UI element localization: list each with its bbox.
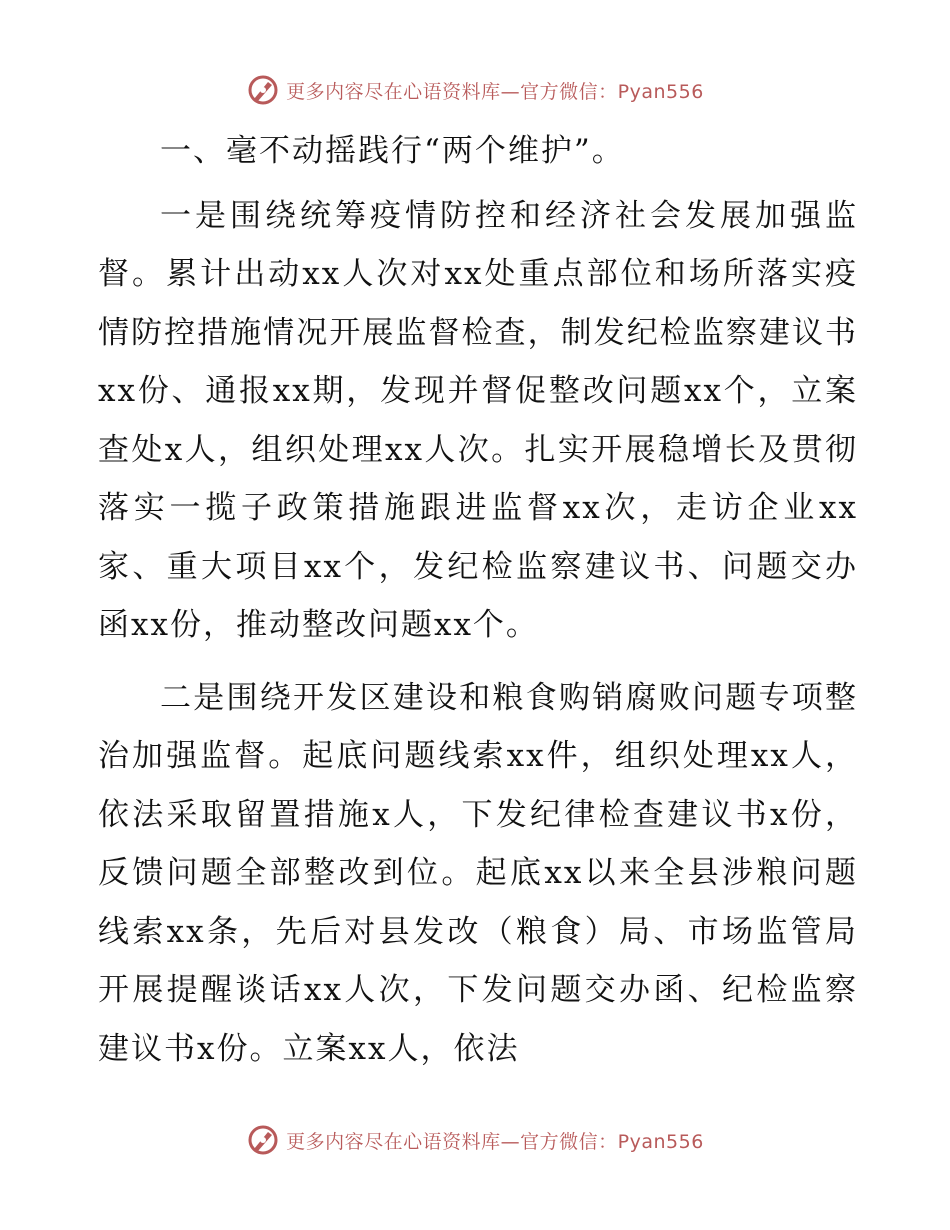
watermark-header — [0, 70, 950, 110]
document-body — [98, 122, 858, 1078]
section-heading: 一、毫不动摇践行“两个维护”。 — [160, 133, 625, 169]
pen-circle-icon — [246, 73, 280, 107]
watermark-text: 更多内容尽在心语资料库—官方微信：Pyan556 — [286, 80, 704, 103]
paragraph-2: 二是围绕开发区建设和粮食购销腐败问题专项整治加强监督。起底问题线索xx件，组织处理xx人，依法采取留置措施x人，下发纪律检查建议书x份，反馈问题全部整改到位。起底xx以来全县涉粮问题线索xx条，先后对县发改（粮食）局、市场监管局开展提醒谈话xx人次，下发问题交办函、纪检监察建议书x份。立案xx人，依法 — [98, 679, 858, 1067]
watermark-text: 更多内容尽在心语资料库—官方微信：Pyan556 — [286, 1130, 704, 1153]
paragraph-1: 一是围绕统筹疫情防控和经济社会发展加强监督。累计出动xx人次对xx处重点部位和场所落实疫情防控措施情况开展监督检查，制发纪检监察建议书xx份、通报xx期，发现并督促整改问题xx个，立案查处x人，组织处理xx人次。扎实开展稳增长及贯彻落实一揽子政策措施跟进监督xx次，走访企业xx家、重大项目xx个，发纪检监察建议书、问题交办函xx份，推动整改问题xx个。 — [98, 197, 858, 643]
watermark-footer — [0, 1120, 950, 1160]
pen-circle-icon — [246, 1123, 280, 1157]
